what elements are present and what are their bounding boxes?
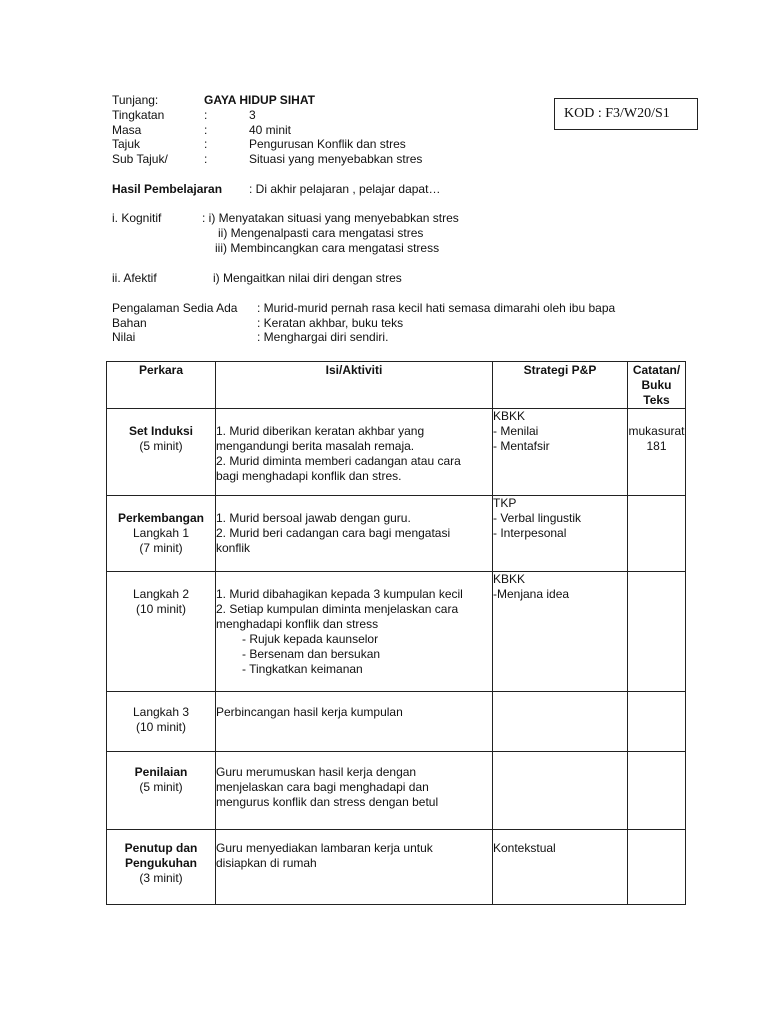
strategi-line: KBKK (493, 409, 526, 423)
subtajuk-colon: : (204, 152, 208, 166)
strategi-line: - Interpesonal (493, 526, 567, 540)
isi-line: menghadapi konflik dan stress (216, 617, 379, 631)
hasil-label: Hasil Pembelajaran (112, 182, 223, 196)
table-row (107, 830, 686, 905)
isi-line: 1. Murid diberikan keratan akhbar yang (216, 424, 425, 438)
isi-line: 2. Murid diminta memberi cadangan atau cara (216, 454, 461, 468)
pengalaman-value: : Murid-murid pernah rasa kecil hati semasa dimarahi oleh ibu bapa (257, 301, 616, 315)
tajuk-label: Tajuk (112, 137, 141, 151)
isi-line: konflik (216, 541, 251, 555)
bahan-value: : Keratan akhbar, buku teks (257, 316, 404, 330)
catatan-cell (628, 409, 686, 496)
perkara-title: Penilaian (134, 765, 188, 779)
kognitif-item-3: iii) Membincangkan cara mengatasi stress (215, 241, 440, 255)
catatan-line: mukasurat (628, 424, 685, 438)
isi-subitem: - Tingkatkan keimanan (242, 662, 363, 676)
tingkatan-colon: : (204, 108, 208, 122)
kognitif-item-2: ii) Mengenalpasti cara mengatasi stres (218, 226, 424, 240)
header-perkara: Perkara (107, 362, 216, 409)
isi-cell (216, 409, 493, 496)
table-row (107, 572, 686, 692)
header-strategi: Strategi P&P (493, 362, 628, 409)
strategi-line: -Menjana idea (493, 587, 570, 601)
strategi-line: - Menilai (493, 424, 539, 438)
perkara-step: Langkah 1 (132, 526, 190, 540)
isi-line: 2. Murid beri cadangan cara bagi mengatasi (216, 526, 451, 540)
masa-label: Masa (112, 123, 142, 137)
isi-line: 2. Setiap kumpulan diminta menjelaskan cara (216, 602, 459, 616)
perkara-time: (10 minit) (135, 720, 186, 734)
perkara-time: (5 minit) (139, 439, 183, 453)
isi-line: Perbincangan hasil kerja kumpulan (216, 705, 403, 719)
catatan-cell (628, 752, 686, 830)
isi-subitem: - Rujuk kepada kaunselor (242, 632, 379, 646)
isi-line: disiapkan di rumah (216, 856, 317, 870)
strategi-line: KBKK (493, 572, 526, 586)
table-row (107, 496, 686, 572)
table-row (107, 692, 686, 752)
isi-cell (216, 830, 493, 905)
perkara-time: (7 minit) (139, 541, 183, 555)
perkara-title: Perkembangan (117, 511, 205, 525)
perkara-time: (10 minit) (135, 602, 186, 616)
isi-line: bagi menghadapi konflik dan stres. (216, 469, 402, 483)
isi-line: Guru merumuskan hasil kerja dengan (216, 765, 417, 779)
perkara-time: (3 minit) (139, 871, 183, 885)
perkara-cell (107, 409, 216, 496)
catatan-cell (628, 496, 686, 572)
tunjang-value: GAYA HIDUP SIHAT (204, 93, 315, 107)
catatan-cell (628, 692, 686, 752)
afektif-label: ii. Afektif (112, 271, 157, 285)
table-header-row (107, 362, 686, 409)
nilai-value: : Menghargai diri sendiri. (257, 330, 389, 344)
isi-line: Guru menyediakan lambaran kerja untuk (216, 841, 433, 855)
table-row (107, 409, 686, 496)
perkara-cell (107, 830, 216, 905)
masa-value: 40 minit (249, 123, 292, 137)
perkara-step: Langkah 2 (132, 587, 190, 601)
header-isi: Isi/Aktiviti (216, 362, 493, 409)
isi-line: mengandungi berita masalah remaja. (216, 439, 415, 453)
tingkatan-label: Tingkatan (112, 108, 165, 122)
masa-colon: : (204, 123, 208, 137)
lesson-plan-table (106, 361, 686, 905)
tajuk-value: Pengurusan Konflik dan stres (249, 137, 406, 151)
isi-line: 1. Murid dibahagikan kepada 3 kumpulan kecil (216, 587, 463, 601)
isi-subitem: - Bersenam dan bersukan (242, 647, 381, 661)
bahan-label: Bahan (112, 316, 147, 330)
isi-line: menjelaskan cara bagi menghadapi dan (216, 780, 429, 794)
kod-text: KOD : F3/W20/S1 (564, 106, 670, 121)
subtajuk-label: Sub Tajuk/ (112, 152, 168, 166)
perkara-cell (107, 752, 216, 830)
kognitif-label: i. Kognitif (112, 211, 162, 225)
tajuk-colon: : (204, 137, 208, 151)
strategi-cell (493, 752, 628, 830)
catatan-line: 181 (646, 439, 667, 453)
isi-cell (216, 692, 493, 752)
kognitif-item-1: : i) Menyatakan situasi yang menyebabkan stres (202, 211, 459, 225)
strategi-line: TKP (493, 496, 517, 510)
perkara-cell (107, 692, 216, 752)
subtajuk-value: Situasi yang menyebabkan stres (249, 152, 423, 166)
strategi-line: - Verbal lingustik (493, 511, 582, 525)
strategi-cell (493, 409, 628, 496)
tunjang-label: Tunjang: (112, 93, 159, 107)
isi-line: 1. Murid bersoal jawab dengan guru. (216, 511, 411, 525)
table-row (107, 752, 686, 830)
afektif-item: i) Mengaitkan nilai diri dengan stres (213, 271, 402, 285)
strategi-cell (493, 496, 628, 572)
perkara-title: Penutup dan (124, 841, 198, 855)
perkara-cell (107, 572, 216, 692)
pengalaman-label: Pengalaman Sedia Ada (112, 301, 238, 315)
perkara-time: (5 minit) (139, 780, 183, 794)
isi-cell (216, 572, 493, 692)
nilai-label: Nilai (112, 330, 136, 344)
isi-line: mengurus konflik dan stress dengan betul (216, 795, 439, 809)
perkara-step: Langkah 3 (132, 705, 190, 719)
header-catatan: Catatan/ Buku Teks (628, 362, 686, 409)
tingkatan-value: 3 (249, 108, 256, 122)
catatan-cell (628, 572, 686, 692)
strategi-line: - Mentafsir (493, 439, 550, 453)
hasil-value: : Di akhir pelajaran , pelajar dapat… (249, 182, 441, 196)
perkara-title: Set Induksi (128, 424, 193, 438)
perkara-title-2: Pengukuhan (124, 856, 197, 870)
strategi-cell (493, 830, 628, 905)
strategi-cell (493, 572, 628, 692)
strategi-cell (493, 692, 628, 752)
isi-cell (216, 752, 493, 830)
catatan-cell (628, 830, 686, 905)
strategi-line: Kontekstual (493, 841, 556, 855)
kod-box (554, 98, 698, 130)
perkara-cell (107, 496, 216, 572)
isi-cell (216, 496, 493, 572)
